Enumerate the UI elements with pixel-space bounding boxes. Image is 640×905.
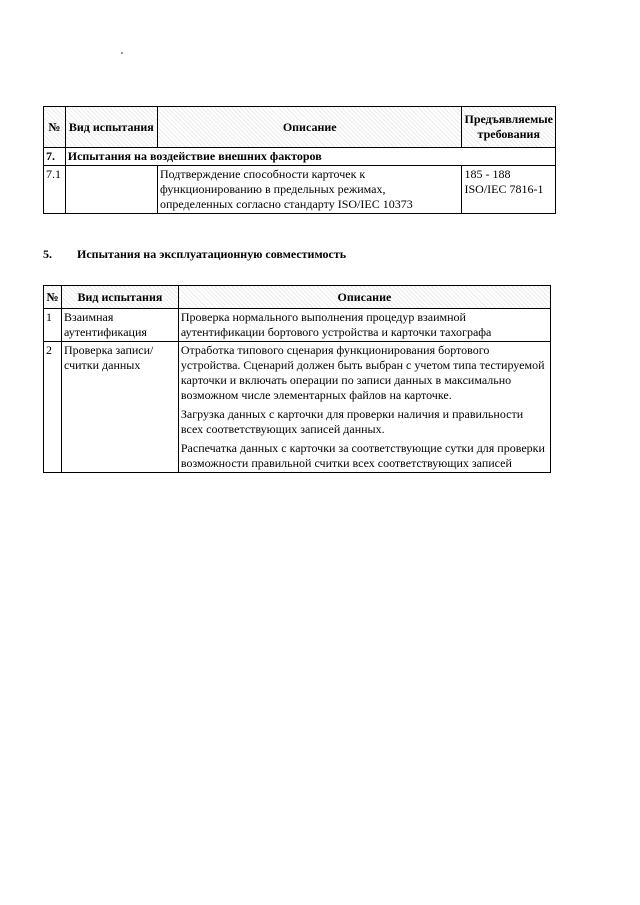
row-test-type — [65, 166, 157, 214]
section-title: Испытания на воздействие внешних факторов — [65, 148, 555, 166]
header-requirements: Предъявляемые требования — [462, 107, 556, 148]
header-description: Описание — [178, 286, 550, 309]
table-interoperability-tests — [43, 285, 551, 473]
section-row — [44, 148, 556, 166]
row-description: Подтверждение способности карточек к функционированию в предельных режимах, определенных согласно стандарту ISO/IEC 10373 — [157, 166, 462, 214]
requirement-standard: ISO/IEC 7816-1 — [464, 182, 544, 196]
table-test-requirements — [43, 106, 556, 214]
row-test-type: Взаимная аутентификация — [61, 309, 178, 342]
table-row — [44, 342, 551, 473]
requirement-items: 185 - 188 — [464, 167, 511, 181]
header-num: № — [44, 107, 66, 148]
section-heading-number: 5. — [43, 247, 52, 261]
row-num: 7.1 — [44, 166, 66, 214]
row-description — [178, 309, 550, 342]
header-test-type: Вид испытания — [65, 107, 157, 148]
table-row — [44, 309, 551, 342]
row-requirements — [462, 166, 556, 214]
description-paragraph: Отработка типового сценария функционирования бортового устройства. Сценарий должен быть выбран с учетом типа тестируемой карточки и включать операции по записи данных в максимально возможном числе элементарных файлов на карточке. — [180, 343, 545, 402]
header-description: Описание — [157, 107, 462, 148]
header-test-type: Вид испытания — [61, 286, 178, 309]
table-row — [44, 166, 556, 214]
section-num: 7. — [44, 148, 66, 166]
description-paragraph: Проверка нормального выполнения процедур взаимной аутентификации бортового устройства и карточки тахографа — [180, 310, 492, 339]
row-num: 2 — [44, 342, 62, 473]
section-heading — [43, 247, 346, 262]
scan-speck — [121, 52, 123, 54]
header-num: № — [44, 286, 62, 309]
section-heading-title: Испытания на эксплуатационную совместимость — [77, 247, 347, 261]
row-description — [178, 342, 550, 473]
table-header-row — [44, 107, 556, 148]
description-paragraph: Распечатка данных с карточки за соответствующие сутки для проверки возможности правильной считки всех соответствующих записей — [180, 441, 545, 470]
table-header-row — [44, 286, 551, 309]
row-test-type: Проверка записи/считки данных — [61, 342, 178, 473]
row-num: 1 — [44, 309, 62, 342]
description-paragraph: Загрузка данных с карточки для проверки наличия и правильности всех соответствующих записей данных. — [180, 407, 524, 436]
